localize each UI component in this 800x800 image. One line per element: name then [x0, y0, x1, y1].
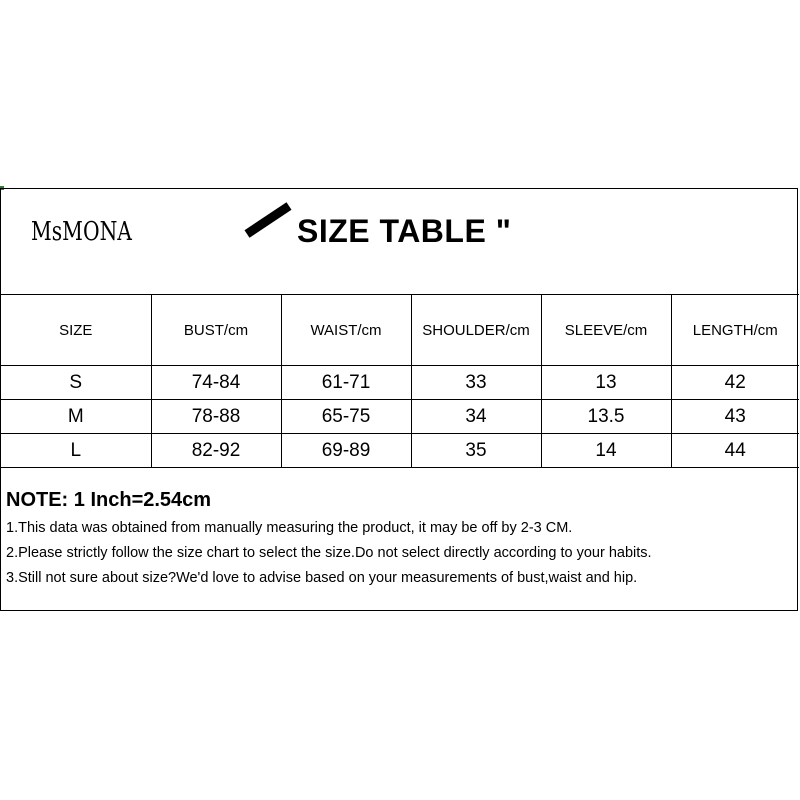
column-header-bust: BUST/cm [151, 295, 281, 366]
table-cell: 34 [411, 400, 541, 434]
size-chart [0, 188, 798, 611]
chart-header [1, 189, 797, 295]
table-row [1, 434, 799, 468]
table-cell: S [1, 366, 151, 400]
page-title: SIZE TABLE " [297, 213, 512, 249]
column-header-waist: WAIST/cm [281, 295, 411, 366]
column-header-length: LENGTH/cm [671, 295, 799, 366]
brand-logo: MsMONA [31, 217, 132, 247]
note-line-2: 2.Please strictly follow the size chart to select the size.Do not select directly according to your habits. [6, 545, 652, 561]
table-cell: 14 [541, 434, 671, 468]
column-header-sleeve: SLEEVE/cm [541, 295, 671, 366]
table-header-row [1, 295, 799, 366]
size-table [1, 294, 799, 468]
table-cell: 35 [411, 434, 541, 468]
table-cell: 13.5 [541, 400, 671, 434]
note-line-1: 1.This data was obtained from manually measuring the product, it may be off by 2-3 CM. [6, 520, 573, 536]
table-cell: 44 [671, 434, 799, 468]
table-cell: 42 [671, 366, 799, 400]
table-cell: 82-92 [151, 434, 281, 468]
table-row [1, 366, 799, 400]
column-header-size: SIZE [1, 295, 151, 366]
column-header-shoulder: SHOULDER/cm [411, 295, 541, 366]
note-line-3: 3.Still not sure about size?We'd love to advise based on your measurements of bust,waist and hip. [6, 570, 638, 586]
table-row [1, 400, 799, 434]
table-cell: 43 [671, 400, 799, 434]
table-cell: 61-71 [281, 366, 411, 400]
table-cell: L [1, 434, 151, 468]
table-cell: 78-88 [151, 400, 281, 434]
notes-section [6, 489, 796, 595]
table-cell: M [1, 400, 151, 434]
table-cell: 13 [541, 366, 671, 400]
table-cell: 69-89 [281, 434, 411, 468]
slash-icon [239, 200, 297, 240]
table-cell: 74-84 [151, 366, 281, 400]
note-title: NOTE: 1 Inch=2.54cm [6, 489, 212, 511]
table-cell: 33 [411, 366, 541, 400]
table-cell: 65-75 [281, 400, 411, 434]
